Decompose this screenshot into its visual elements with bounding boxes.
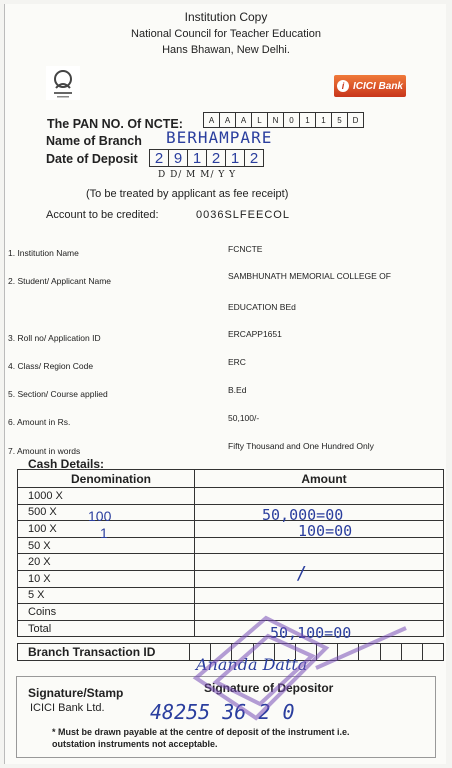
icici-glyph-icon: i [337,80,349,92]
denomination-cell: 1000 X [18,488,195,505]
amount-500: 50,000=00 [262,506,344,524]
cash-row [18,554,444,571]
date-format-hint: D D/ M M/ Y Y [158,170,237,180]
deposit-date-label: Date of Deposit [46,152,138,166]
amount-cell [195,604,444,621]
pan-char: L [251,112,268,128]
pan-char: 0 [283,112,300,128]
txn-id-cell [401,644,422,660]
date-digit: 1 [187,149,207,167]
txn-id-cell [337,644,358,660]
amount-cell [195,554,444,571]
branch-label: Name of Branch [46,134,142,148]
cash-row [18,537,444,554]
denomination-cell: 10 X [18,570,195,587]
depositor-signature-label: Signature of Depositor [204,681,334,695]
icici-logo [334,75,406,97]
detail-label: 5. Section/ Course applied [8,389,108,399]
amount-cell [195,587,444,604]
detail-value: ERC [228,357,246,367]
footnote: * Must be drawn payable at the centre of deposit of the instrument i.e. outstation instruments not acceptable. [52,727,350,749]
denomination-cell: 500 X [18,504,195,521]
denomination-cell: Coins [18,604,195,621]
bank-name-label: ICICI Bank Ltd. [30,702,105,714]
cash-row [18,570,444,587]
pan-label: The PAN NO. Of NCTE: [47,117,183,131]
denomination-cell: 50 X [18,537,195,554]
denomination-header: Denomination [18,470,195,488]
detail-value: EDUCATION BEd [228,302,296,312]
detail-value: B.Ed [228,385,247,395]
branch-transaction-label: Branch Transaction ID [28,645,156,659]
pan-boxes [204,112,364,128]
amount-slash: / [296,563,307,584]
cash-table [17,469,444,637]
detail-value: ERCAPP1651 [228,329,282,339]
amount-100: 100=00 [298,522,353,540]
detail-value: SAMBHUNATH MEMORIAL COLLEGE OF [228,271,391,281]
detail-value: Fifty Thousand and One Hundred Only [228,441,374,451]
fee-note: (To be treated by applicant as fee receipt) [86,188,289,200]
detail-label: 2. Student/ Applicant Name [8,276,112,286]
amount-cell [195,488,444,505]
detail-label: 6. Amount in Rs. [8,417,71,427]
denomination-cell: 20 X [18,554,195,571]
amount-header: Amount [195,470,444,488]
qty-100: 1 [100,525,108,541]
date-digit: 2 [149,149,169,167]
txn-id-cell [358,644,379,660]
date-digit: 9 [168,149,188,167]
bank-logo-text: ICICI Bank [352,80,403,92]
detail-value: FCNCTE [228,244,263,254]
cash-row [18,620,444,637]
cash-row [18,504,444,521]
org-name: National Council for Teacher Education [131,28,321,40]
pan-char: 1 [315,112,332,128]
detail-label: 1. Institution Name [8,248,79,258]
denomination-cell: 5 X [18,587,195,604]
date-digit: 2 [206,149,226,167]
copy-title: Institution Copy [184,10,268,24]
depositor-signature: Ananda Datta [196,655,308,674]
txn-id-cell [380,644,401,660]
org-address: Hans Bhawan, New Delhi. [162,44,290,56]
cash-row [18,587,444,604]
account-value: 0036SLFEECOL [196,209,290,221]
denomination-cell: 100 X [18,521,195,538]
ncte-emblem-icon [46,66,80,100]
deposit-date-boxes [150,149,264,167]
detail-label: 4. Class/ Region Code [8,361,94,371]
branch-value: BERHAMPARE [166,128,273,147]
cash-row [18,521,444,538]
account-label: Account to be credited: [46,209,159,221]
pan-char: N [267,112,284,128]
cash-row [18,488,444,505]
txn-id-cell [316,644,337,660]
txn-id-cell [422,644,443,660]
cash-header-row [18,470,444,488]
cash-details-title: Cash Details: [28,457,105,471]
detail-value: 50,100/- [228,413,260,423]
pan-char: 5 [331,112,348,128]
amount-cell [195,570,444,587]
qty-500: 100 [88,508,112,524]
pan-char: A [219,112,236,128]
pan-char: D [347,112,364,128]
date-digit: 1 [225,149,245,167]
cash-row [18,604,444,621]
detail-label: 3. Roll no/ Application ID [8,333,101,343]
denomination-cell: Total [18,620,195,637]
pan-char: 1 [299,112,316,128]
amount-total: 50,100=00 [270,624,352,642]
date-digit: 2 [244,149,264,167]
signature-stamp-label: Signature/Stamp [28,686,124,700]
detail-label: 7. Amount in words [8,446,81,456]
pan-char: A [235,112,252,128]
handwritten-number: 48255 36 2 0 [150,700,295,724]
pan-char: A [203,112,220,128]
